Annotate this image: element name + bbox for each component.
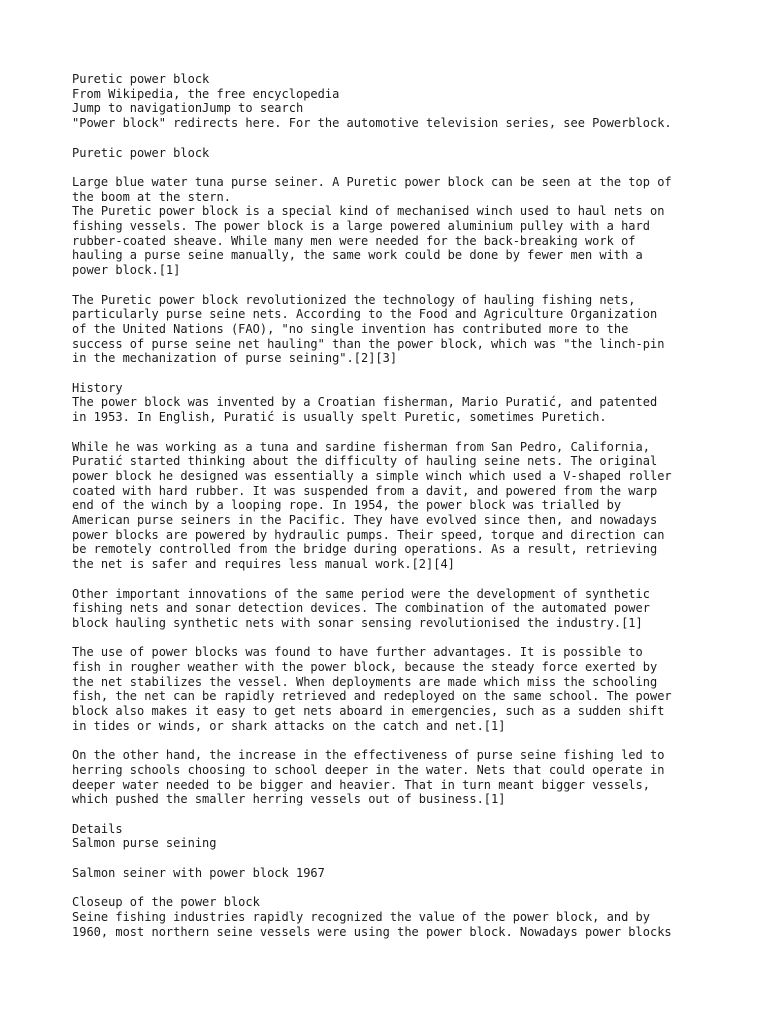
history-p4-line: block also makes it easy to get nets aboard in emergencies, such as a sudden shift <box>72 704 665 719</box>
source-note: From Wikipedia, the free encyclopedia <box>72 86 340 101</box>
history-p4-line: the net stabilizes the vessel. When deployments are made which miss the schooling <box>72 674 658 689</box>
history-p2-line: power block he designed was essentially a simple winch which used a V-shaped roller <box>72 468 672 483</box>
history-p5-line: which pushed the smaller herring vessels out of business.[1] <box>72 792 506 807</box>
history-p1-line: in 1953. In English, Puratić is usually spelt Puretic, sometimes Puretich. <box>72 410 607 425</box>
history-p2-line: While he was working as a tuna and sardine fisherman from San Pedro, California, <box>72 439 650 454</box>
spacer <box>72 366 722 381</box>
spacer <box>72 131 722 146</box>
history-p3-line: block hauling synthetic nets with sonar sensing revolutionised the industry.[1] <box>72 615 643 630</box>
infobox-caption-line: the boom at the stern. <box>72 189 231 204</box>
intro-p1-line: rubber-coated sheave. While many men were needed for the back-breaking work of <box>72 233 636 248</box>
document-page <box>72 72 722 939</box>
redirect-note: "Power block" redirects here. For the automotive television series, see Powerblock. <box>72 116 672 131</box>
history-p3-line: fishing nets and sonar detection devices. The combination of the automated power <box>72 601 650 616</box>
history-heading: History <box>72 380 123 395</box>
spacer <box>72 278 722 293</box>
history-p2-line: be remotely controlled from the bridge during operations. As a result, retrieving <box>72 542 658 557</box>
jump-links[interactable]: Jump to navigationJump to search <box>72 101 304 116</box>
history-p5-line: On the other hand, the increase in the effectiveness of purse seine fishing led to <box>72 748 665 763</box>
history-p2-line: power blocks are powered by hydraulic pumps. Their speed, torque and direction can <box>72 527 665 542</box>
infobox-heading: Puretic power block <box>72 145 210 160</box>
spacer <box>72 734 722 749</box>
details-p1-line: 1960, most northern seine vessels were using the power block. Nowadays power blocks <box>72 924 672 939</box>
intro-p2-line: in the mechanization of purse seining".[2][3] <box>72 351 398 366</box>
intro-p2-line: particularly purse seine nets. According to the Food and Agriculture Organization <box>72 307 658 322</box>
article-title: Puretic power block <box>72 72 210 86</box>
intro-p1-line: power block.[1] <box>72 263 181 278</box>
spacer <box>72 631 722 646</box>
see-also-link[interactable]: Salmon purse seining <box>72 836 217 851</box>
history-p2-line: the net is safer and requires less manual work.[2][4] <box>72 557 455 572</box>
history-p4-line: The use of power blocks was found to have further advantages. It is possible to <box>72 645 643 660</box>
spacer <box>72 807 722 822</box>
history-p2-line: coated with hard rubber. It was suspended from a davit, and powered from the warp <box>72 483 658 498</box>
history-p2-line: Puratić started thinking about the difficulty of hauling seine nets. The original <box>72 454 658 469</box>
intro-p2-line: The Puretic power block revolutionized the technology of hauling fishing nets, <box>72 292 636 307</box>
history-p4-line: fish, the net can be rapidly retrieved and redeployed on the same school. The power <box>72 689 672 704</box>
figure-caption: Salmon seiner with power block 1967 <box>72 865 325 880</box>
intro-p2-line: success of purse seine net hauling" than the power block, which was "the linch-pin <box>72 336 665 351</box>
spacer <box>72 572 722 587</box>
history-p3-line: Other important innovations of the same period were the development of synthetic <box>72 586 650 601</box>
history-p1-line: The power block was invented by a Croatian fisherman, Mario Puratić, and patented <box>72 395 658 410</box>
intro-p1-line: fishing vessels. The power block is a large powered aluminium pulley with a hard <box>72 219 650 233</box>
infobox-caption-line: Large blue water tuna purse seiner. A Puretic power block can be seen at the top of <box>72 174 672 189</box>
history-p5-line: deeper water needed to be bigger and heavier. That in turn meant bigger vessels, <box>72 777 650 792</box>
spacer <box>72 851 722 866</box>
history-p2-line: end of the winch by a looping rope. In 1954, the power block was trialled by <box>72 498 622 513</box>
figure-caption: Closeup of the power block <box>72 895 260 910</box>
history-p5-line: herring schools choosing to school deeper in the water. Nets that could operate in <box>72 762 665 777</box>
intro-p1-line: hauling a purse seine manually, the same work could be done by fewer men with a <box>72 248 643 263</box>
intro-p2-line: of the United Nations (FAO), "no single invention has contributed more to the <box>72 321 629 336</box>
history-p4-line: fish in rougher weather with the power block, because the steady force exerted by <box>72 660 658 675</box>
history-p2-line: American purse seiners in the Pacific. They have evolved since then, and nowadays <box>72 513 658 528</box>
intro-p1-line: The Puretic power block is a special kind of mechanised winch used to haul nets on <box>72 204 665 219</box>
spacer <box>72 425 722 440</box>
details-heading: Details <box>72 821 123 836</box>
spacer <box>72 881 722 896</box>
history-p4-line: in tides or winds, or shark attacks on the catch and net.[1] <box>72 718 506 733</box>
spacer <box>72 160 722 175</box>
details-p1-line: Seine fishing industries rapidly recognized the value of the power block, and by <box>72 909 650 924</box>
